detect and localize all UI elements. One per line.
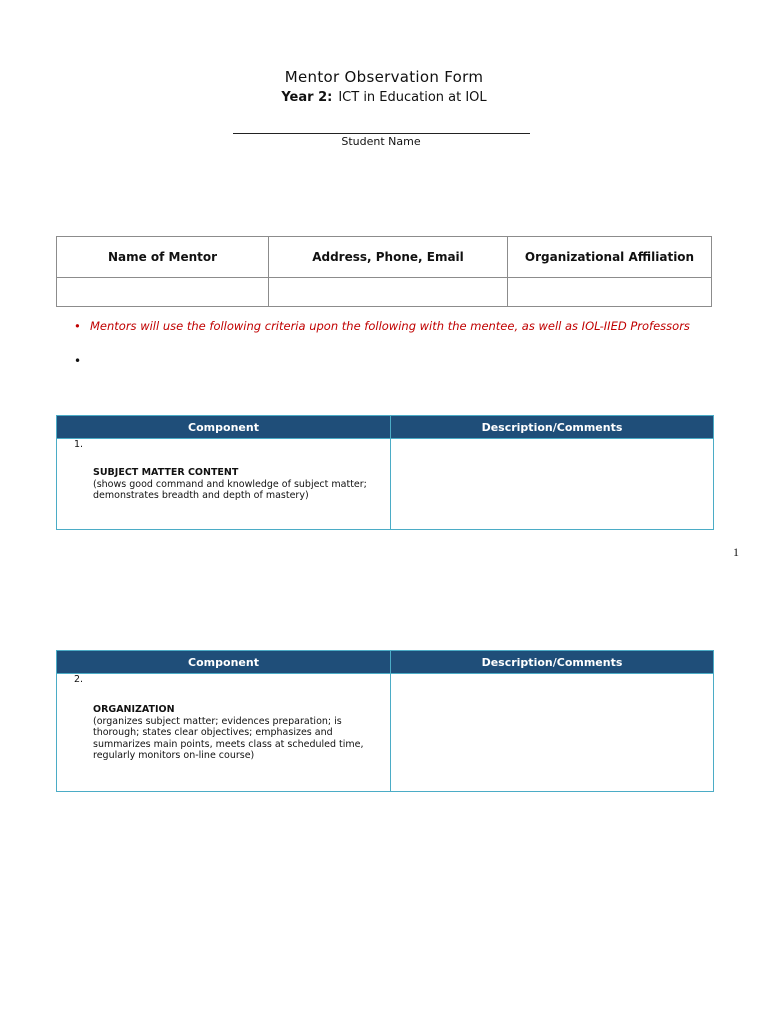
component-table-1 bbox=[56, 415, 714, 530]
comments-cell[interactable] bbox=[391, 439, 714, 530]
component-table-header-row bbox=[57, 651, 714, 674]
item-number: 1. bbox=[74, 439, 84, 450]
bullet-icon: • bbox=[74, 354, 82, 368]
mentor-contact-header: Address, Phone, Email bbox=[269, 237, 508, 278]
item-heading: SUBJECT MATTER CONTENT bbox=[93, 467, 239, 478]
component-item bbox=[57, 674, 390, 762]
component-header: Component bbox=[57, 651, 391, 674]
criteria-note-item bbox=[72, 318, 732, 334]
component-item bbox=[57, 439, 390, 502]
component-row bbox=[57, 674, 714, 792]
comments-cell[interactable] bbox=[391, 674, 714, 792]
item-heading: ORGANIZATION bbox=[93, 704, 175, 715]
description-header: Description/Comments bbox=[391, 416, 714, 439]
item-description: (shows good command and knowledge of subject matter; demonstrates breadth and depth of mastery) bbox=[93, 478, 367, 501]
mentor-contact-cell[interactable] bbox=[269, 278, 508, 307]
mentor-affiliation-cell[interactable] bbox=[508, 278, 712, 307]
mentor-affiliation-header: Organizational Affiliation bbox=[508, 237, 712, 278]
student-name-label: Student Name bbox=[341, 135, 421, 148]
bullet-icon: • bbox=[74, 319, 81, 333]
year-text: ICT in Education at IOL bbox=[338, 90, 487, 105]
item-description: (organizes subject matter; evidences preparation; is thorough; states clear objectives; emphasizes and summarizes main points, meets class at scheduled time, regularly monitors on-line course) bbox=[93, 715, 364, 761]
mentor-table-row bbox=[57, 278, 712, 307]
mentor-table-header-row bbox=[57, 237, 712, 278]
mentor-name-cell[interactable] bbox=[57, 278, 269, 307]
form-title: Mentor Observation Form bbox=[284, 68, 484, 86]
component-cell bbox=[57, 674, 391, 792]
component-header: Component bbox=[57, 416, 391, 439]
form-subtitle bbox=[0, 90, 768, 105]
description-header: Description/Comments bbox=[391, 651, 714, 674]
year-label: Year 2: bbox=[281, 90, 333, 105]
mentor-info-table bbox=[56, 236, 712, 307]
criteria-note-text: Mentors will use the following criteria upon the following with the mentee, as well as IOL-IIED Professors bbox=[90, 319, 690, 333]
mentor-name-header: Name of Mentor bbox=[57, 237, 269, 278]
page-number: 1 bbox=[733, 545, 739, 559]
item-number: 2. bbox=[74, 674, 84, 685]
component-table-header-row bbox=[57, 416, 714, 439]
component-table-2 bbox=[56, 650, 714, 792]
student-name-line[interactable] bbox=[233, 133, 530, 134]
empty-bullet-item[interactable] bbox=[72, 354, 732, 370]
component-row bbox=[57, 439, 714, 530]
component-cell bbox=[57, 439, 391, 530]
criteria-list bbox=[72, 318, 732, 370]
